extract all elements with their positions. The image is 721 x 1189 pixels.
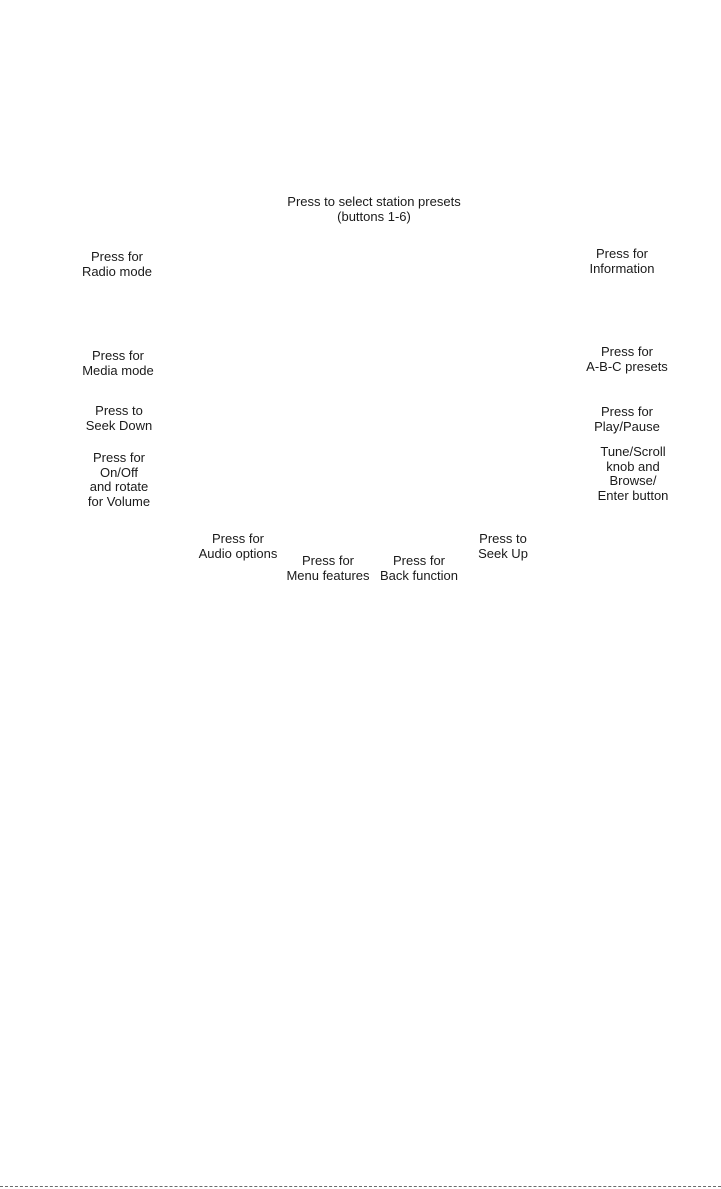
page-bottom-rule [0, 1186, 721, 1187]
station-presets-callout [274, 195, 474, 224]
audio-options-callout [188, 532, 288, 561]
callout-line: Seek Up [478, 545, 528, 561]
seek-down-callout [74, 404, 164, 433]
callout-line: Press for [600, 344, 653, 359]
callout-line: On/Off [99, 464, 139, 480]
callout-line: knob and [606, 458, 660, 474]
callout-line: Media mode [82, 362, 154, 378]
power-volume-callout [74, 451, 164, 509]
callout-line: Press to [479, 531, 527, 546]
callout-line: Press for [90, 249, 143, 264]
callout-line: Seek Down [85, 417, 153, 433]
seek-up-callout [458, 532, 548, 561]
callout-line: Press to select station presets [287, 194, 461, 209]
callout-line: Press for [301, 553, 354, 568]
callout-line: for Volume [87, 493, 151, 509]
callout-line: Press for [600, 404, 653, 419]
callout-line: Play/Pause [594, 418, 660, 434]
callout-line: and rotate [89, 479, 149, 494]
callout-line: Press for [91, 348, 144, 363]
callout-line: (buttons 1-6) [337, 208, 411, 224]
media-mode-callout [73, 349, 163, 378]
menu-features-callout [278, 554, 378, 583]
callout-line: Press to [95, 403, 143, 418]
callout-line: Enter button [597, 487, 669, 503]
back-function-callout [369, 554, 469, 583]
callout-line: Information [589, 260, 655, 276]
callout-line: A-B-C presets [586, 358, 668, 374]
callout-line: Menu features [286, 567, 370, 583]
callout-line: Browse/ [609, 473, 657, 488]
callout-line: Press for [595, 246, 648, 261]
callout-line: Radio mode [81, 263, 153, 279]
play-pause-callout [582, 405, 672, 434]
information-callout [577, 247, 667, 276]
callout-line: Press for [92, 450, 145, 465]
callout-line: Back function [379, 567, 459, 583]
callout-line: Press for [392, 553, 445, 568]
callout-line: Audio options [198, 545, 278, 561]
callout-line: Press for [211, 531, 264, 546]
callout-line: Tune/Scroll [600, 444, 666, 459]
abc-presets-callout [577, 345, 677, 374]
tune-scroll-callout [588, 445, 678, 503]
radio-mode-callout [72, 250, 162, 279]
